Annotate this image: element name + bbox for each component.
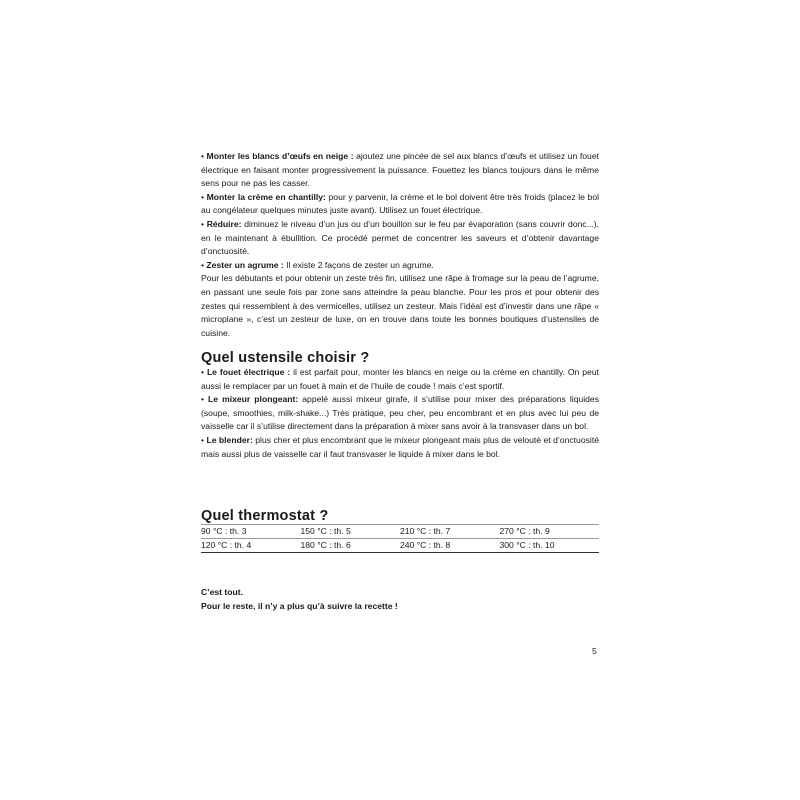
table-cell: 270 °C : th. 9 [500,525,600,539]
closing-note [201,586,599,613]
tip-text: pour y parvenir, la crème et le bol doivent être très froids (placez le bol au congélateur quelques minutes juste avant). Utilisez un fouet électrique. [201,191,600,216]
tip-item: • Monter les blancs d’œufs en neige : ajoutez une pincée de sel aux blancs d’œufs et utilisez un fouet électrique en faisant monter progressivement la puissance. Fouettez les blancs toujours dans le même sens pour ne pas les casser. [201,151,599,189]
ustensile-item: • Le blender: plus cher et plus encombrant que le mixeur plongeant mais plus de velouté et d’onctuosité mais aussi plus de vaisselle car il faut transvaser le liquide à mixer dans le bol. [201,434,599,459]
ustensile-item: • Le fouet électrique : il est parfait pour, monter les blancs en neige ou la crème en chantilly. On peut aussi le remplacer par un fouet à main et de l’huile de coude ! mais c’est sportif. [201,367,599,391]
ustensile-text: il est parfait pour, monter les blancs en neige ou la crème en chantilly. On peut aussi le remplacer par un fouet à main et de l’huile de coude ! mais c’est sportif. [201,367,599,391]
ustensile-section [201,350,599,461]
tips-section [201,150,599,340]
ustensile-term: Le blender: [206,434,253,445]
table-cell: 240 °C : th. 8 [400,539,500,553]
tip-term: Monter les blancs d’œufs en neige : [206,151,354,161]
thermostat-section [201,508,599,553]
tip-term: Réduire: [206,218,242,229]
tip-text: Il existe 2 façons de zester un agrume. [283,259,434,270]
ustensile-term: Le fouet électrique : [206,367,291,377]
ustensile-item: • Le mixeur plongeant: appelé aussi mixeur girafe, il s’utilise pour mixer des préparations liquides (soupe, smoothies, milk-shake...) Très pratique, peu cher, peu encombrant et en plus avec lui peu de vaisselle car il s’utilise directement dans la préparation à mixer sans avoir à la transvaser dans un bol. [201,394,600,432]
table-cell: 300 °C : th. 10 [500,539,600,553]
tip-item: • Réduire: diminuez le niveau d’un jus ou d’un bouillon sur le feu par évaporation (sans couvrir donc...), en le maintenant à ébullition. Ce procédé permet de concentrer les saveurs et d’obtenir davantage d’onctuosité. [201,218,599,257]
ustensile-term: Le mixeur plongeant: [208,394,299,405]
page-number: 5 [592,646,597,656]
ustensile-text: plus cher et plus encombrant que le mixeur plongeant mais plus de velouté et d’onctuosité mais aussi plus de vaisselle car il faut transvaser le liquide à mixer dans le bol. [201,434,599,459]
tip-term: Zester un agrume : [206,259,284,270]
zest-paragraph: Pour les débutants et pour obtenir un zeste très fin, utilisez une râpe à fromage sur la peau de l’agrume, en passant une seule fois par zone sans atteindre la peau blanche. Pour les pros et pour obtenir des zestes qui ressemblent à des vermicelles, utilisez un zesteur. Mais l’idéal est d’investir dans une râpe « microplane », c’est un zesteur de luxe, on en trouve dans toute les bonnes boutiques d’ustensiles de cuisine. [201,273,599,338]
table-row [201,525,599,539]
ustensile-heading: Quel ustensile choisir ? [201,350,370,366]
table-cell: 90 °C : th. 3 [201,525,301,539]
tip-text: ajoutez une pincée de sel aux blancs d’œufs et utilisez un fouet électrique en faisant monter progressivement la puissance. Fouettez les blancs toujours dans le même sens pour ne pas les casser. [201,151,599,189]
tip-term: Monter la crème en chantilly: [206,191,326,202]
table-cell: 150 °C : th. 5 [301,525,401,539]
thermostat-heading: Quel thermostat ? [201,508,329,524]
table-cell: 120 °C : th. 4 [201,539,301,553]
closing-line-1: C’est tout. [201,587,244,597]
ustensile-text: appelé aussi mixeur girafe, il s’utilise pour mixer des préparations liquides (soupe, smoothies, milk-shake...) Très pratique, peu cher, peu encombrant et en plus avec lui peu de vaisselle car il s’utilise directement dans la préparation à mixer sans avoir à la transvaser dans un bol. [201,394,600,432]
table-cell: 210 °C : th. 7 [400,525,500,539]
tip-item: • Monter la crème en chantilly: pour y parvenir, la crème et le bol doivent être très froids (placez le bol au congélateur quelques minutes juste avant). Utilisez un fouet électrique. [201,191,600,216]
thermostat-table [201,524,599,553]
table-cell: 180 °C : th. 6 [301,539,401,553]
closing-line-2: Pour le reste, il n’y a plus qu’à suivre la recette ! [201,600,398,611]
tip-text: diminuez le niveau d’un jus ou d’un bouillon sur le feu par évaporation (sans couvrir donc...), en le maintenant à ébullition. Ce procédé permet de concentrer les saveurs et d’obtenir davantage d’onctuosité. [201,218,599,257]
table-row [201,539,599,553]
tip-item: • Zester un agrume : Il existe 2 façons de zester un agrume. [201,259,434,270]
